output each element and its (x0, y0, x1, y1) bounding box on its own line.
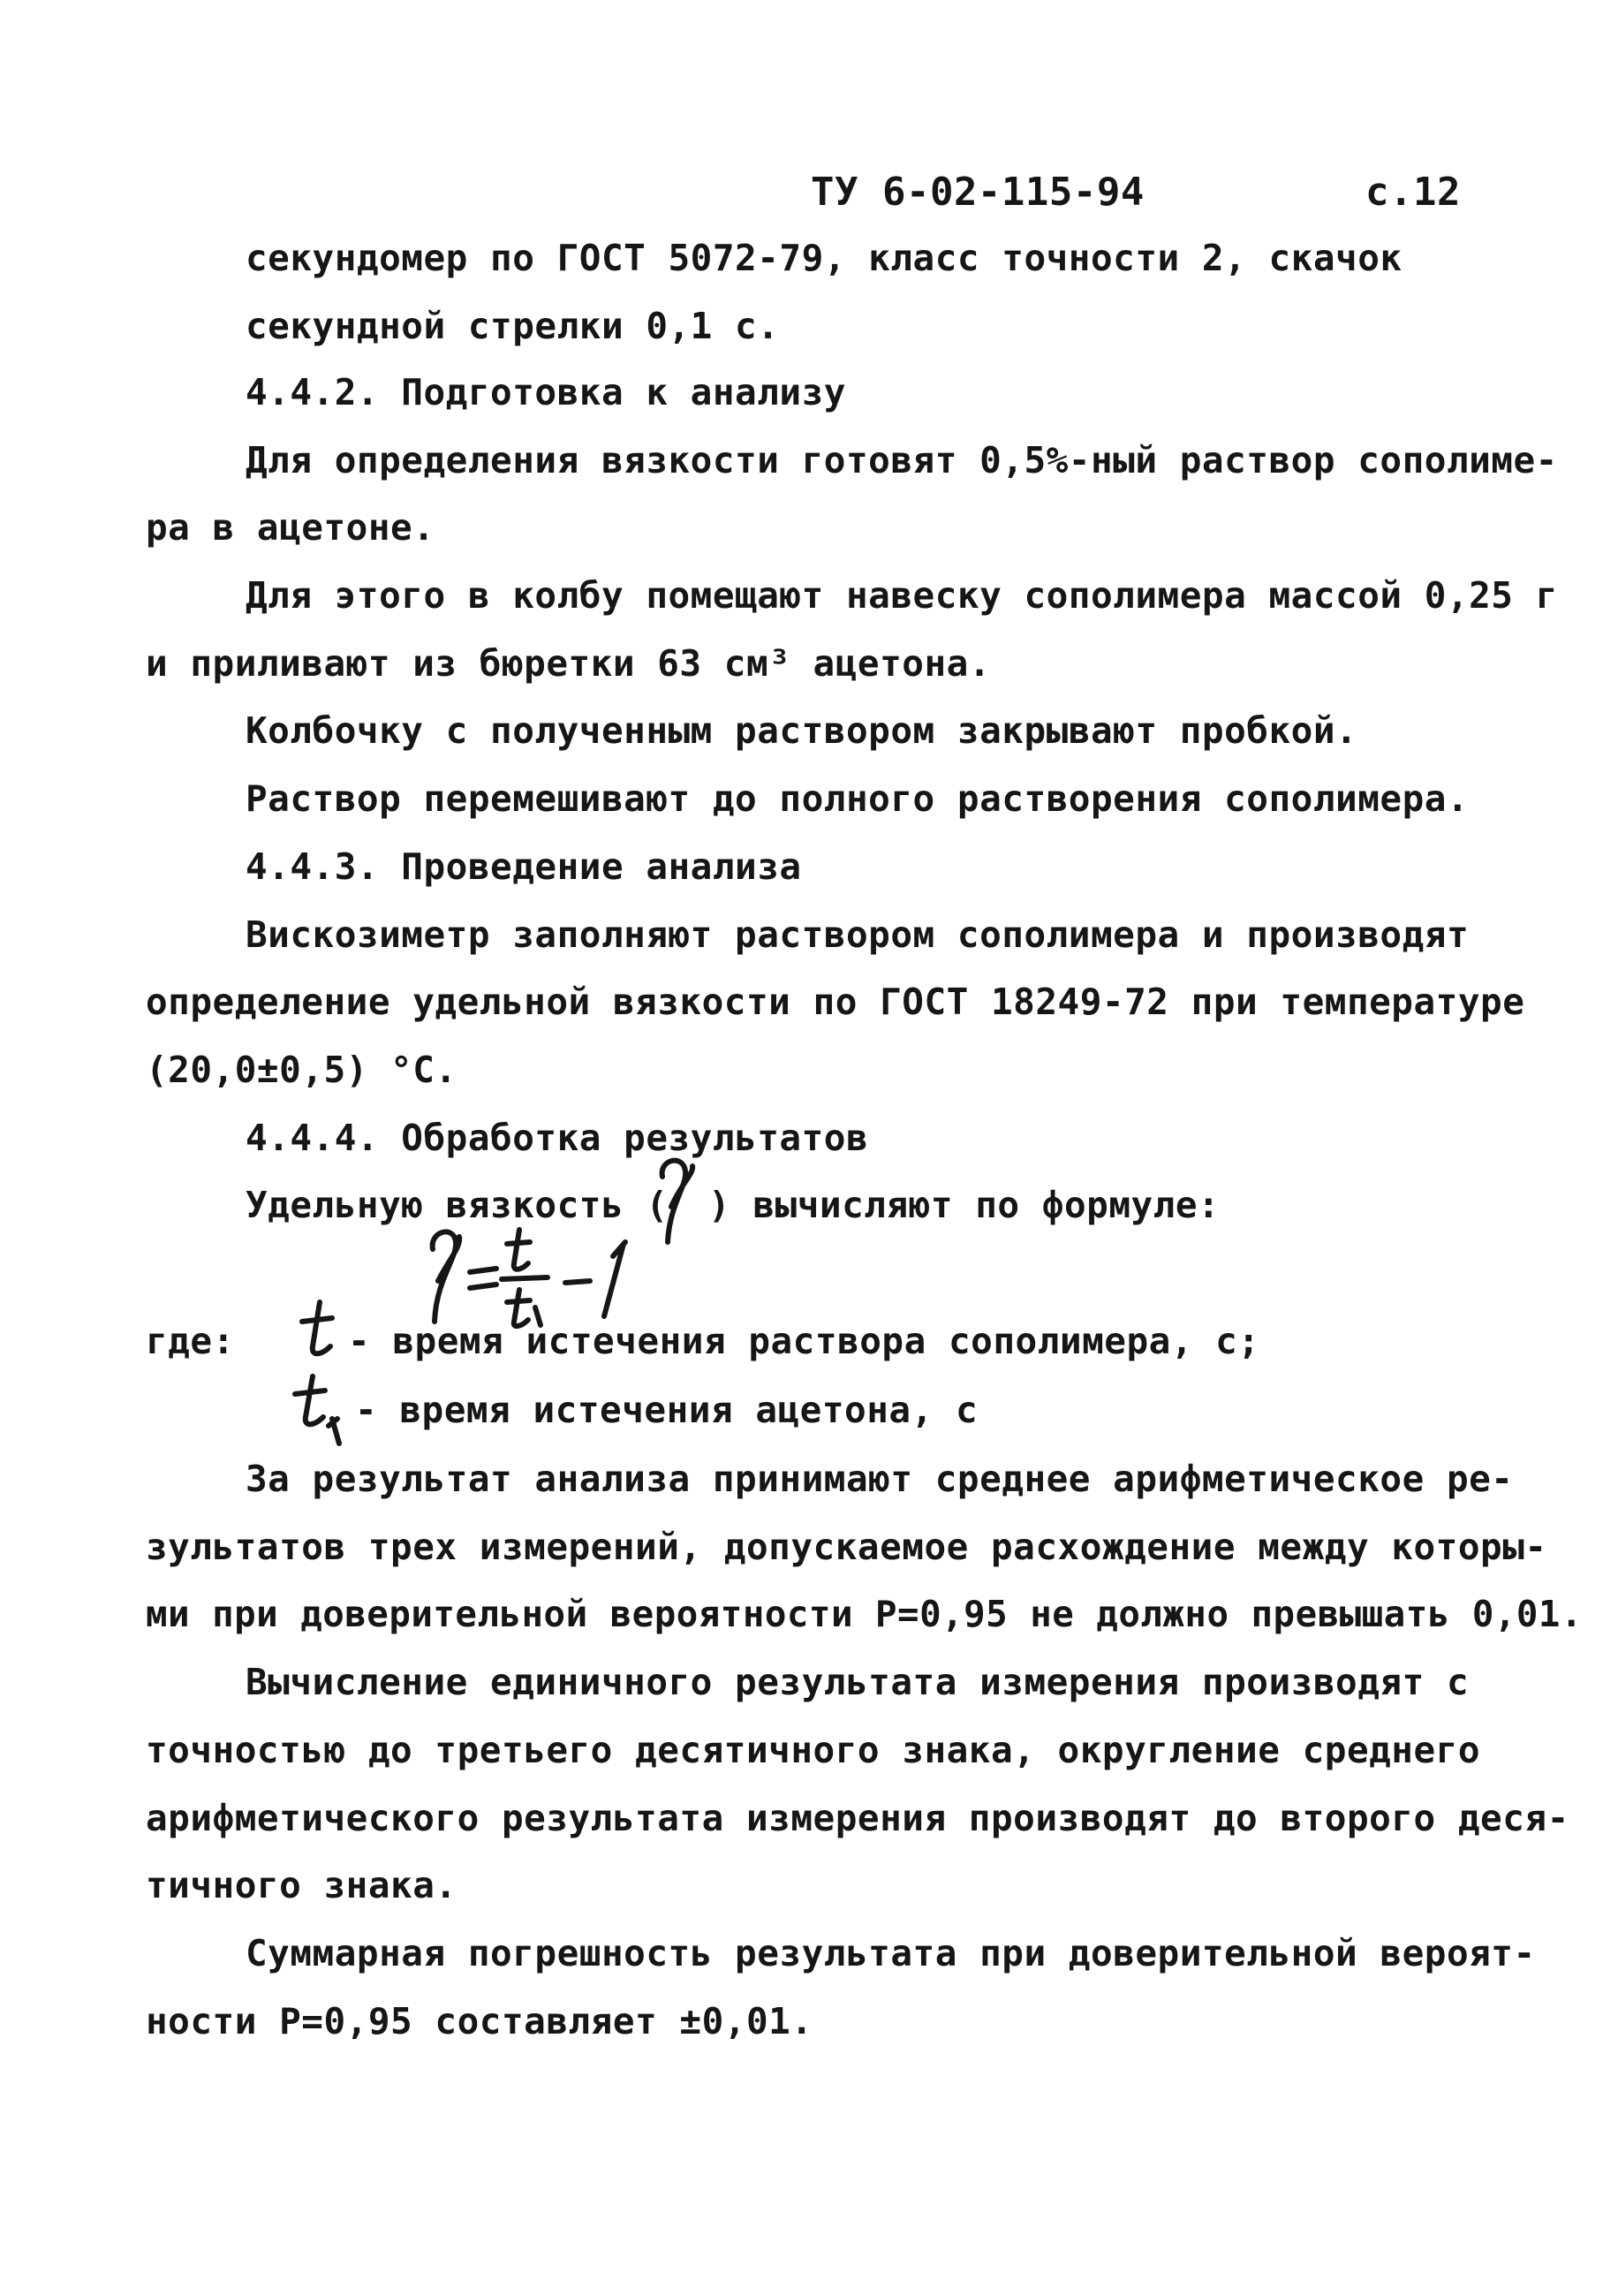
text-line-15-start: Удельную вязкость ( (246, 1184, 669, 1226)
text-line-4: Для определения вязкости готовят 0,5%-ный раствор сополиме- (246, 439, 1558, 481)
text-line-19: зультатов трех измерений, допускаемое расхождение между которы- (146, 1526, 1547, 1568)
formula-minus-one (565, 1242, 625, 1316)
text-line-13: (20,0±0,5) °С. (146, 1049, 457, 1091)
formula-equals (470, 1269, 496, 1288)
text-line-24: тичного знака. (146, 1864, 457, 1906)
document-code: ТУ 6-02-115-94 (811, 170, 1145, 215)
text-line-16: - время истечения раствора сополимера, с; (348, 1320, 1260, 1362)
viscosity-formula (415, 1217, 680, 1332)
text-line-8: Колбочку с полученным раствором закрывают пробкой. (246, 709, 1358, 752)
t1-symbol (288, 1371, 352, 1447)
text-line-18: За результат анализа принимают среднее арифметическое ре- (246, 1458, 1514, 1500)
text-line-5: ра в ацетоне. (146, 506, 435, 549)
text-line-22: точностью до третьего десятичного знака, округление среднего (146, 1729, 1481, 1771)
formula-eta (433, 1231, 460, 1322)
text-line-12: определение удельной вязкости по ГОСТ 18249-72 при температуре (146, 981, 1525, 1023)
section-heading-4-4-3: 4.4.3. Проведение анализа (246, 845, 802, 888)
section-heading-4-4-4: 4.4.4. Обработка результатов (246, 1117, 869, 1159)
text-line-9: Раствор перемешивают до полного растворения сополимера. (246, 777, 1470, 820)
text-line-15-end: ) вычисляют по формуле: (708, 1184, 1221, 1226)
text-line-2: секундной стрелки 0,1 с. (246, 305, 780, 347)
text-line-23: арифметического результата измерения производят до второго деся- (146, 1797, 1569, 1839)
text-line-17: - время истечения ацетона, с (355, 1389, 979, 1431)
text-line-6: Для этого в колбу помещают навеску сополимера массой 0,25 г (246, 574, 1558, 617)
t-symbol (293, 1297, 343, 1362)
where-label: где: (146, 1320, 235, 1362)
text-line-20: ми при доверительной вероятности Р=0,95 не должно превышать 0,01. (146, 1593, 1583, 1635)
text-line-11: Вискозиметр заполняют раствором сополимера и производят (246, 913, 1470, 956)
formula-fraction (502, 1230, 548, 1326)
text-line-7: и приливают из бюретки 63 см³ ацетона. (146, 642, 991, 685)
page-number: с.12 (1365, 170, 1461, 215)
text-line-25: Суммарная погрешность результата при доверительной вероят- (246, 1932, 1536, 1974)
text-line-26: ности Р=0,95 составляет ±0,01. (146, 2000, 813, 2042)
section-heading-4-4-2: 4.4.2. Подготовка к анализу (246, 371, 846, 413)
text-line-1: секундомер по ГОСТ 5072-79, класс точности 2, скачок (246, 237, 1403, 279)
text-line-21: Вычисление единичного результата измерения производят с (246, 1661, 1470, 1703)
